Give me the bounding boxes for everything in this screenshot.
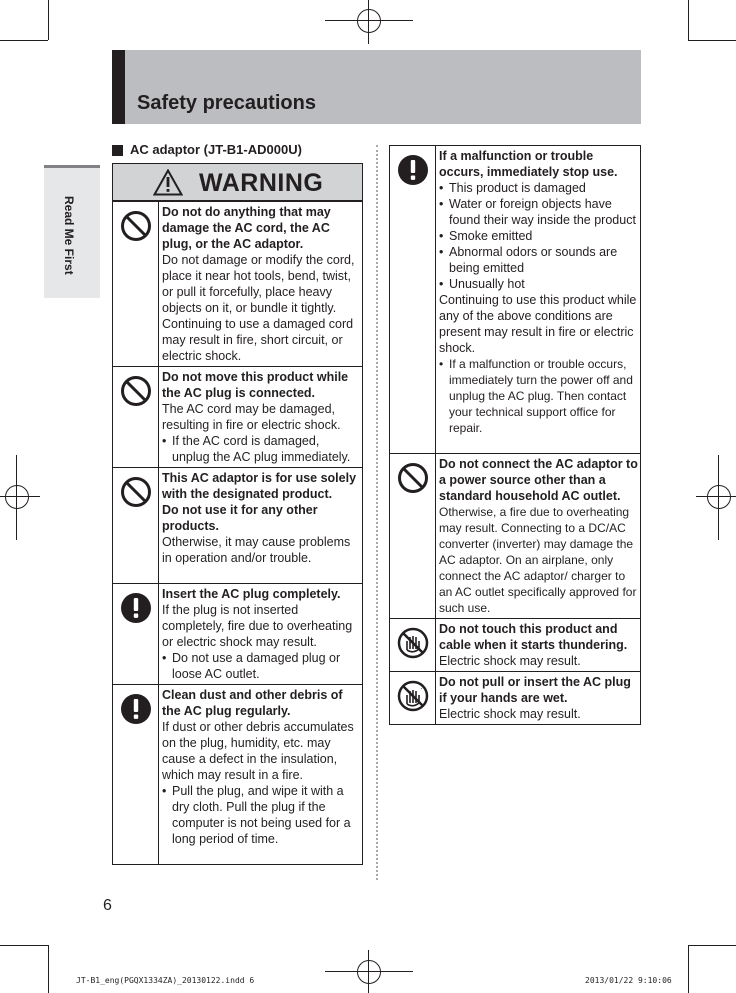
text-cell [436,672,641,725]
crop-mark [688,0,689,40]
warning-label: WARNING [199,169,324,197]
icon-cell [390,146,436,454]
bullet-item: • Pull the plug, and wipe it with a dry cloth. Pull the plug if the computer is not being used for a long period of time. [162,783,360,847]
bullet-text: Pull the plug, and wipe it with a dry cloth. Pull the plug if the computer is not being used for a long period of time. [172,784,351,846]
row-body: Electric shock may result. [439,654,581,668]
table-row [390,146,641,454]
text-cell [159,685,363,865]
registration-mark [357,9,381,33]
text-cell [436,454,641,619]
crop-mark [48,945,49,993]
bullet-item: • If a malfunction or trouble occurs, immediately turn the power off and unplug the AC plug. Then contact your technical support office for repair. [439,356,638,436]
text-cell [159,367,363,468]
crop-mark [0,40,48,41]
left-safety-table [112,201,363,865]
no-wet-hands-icon [397,680,429,712]
bullet-text: If the AC cord is damaged, unplug the AC plug immediately. [172,434,351,464]
mandatory-icon [397,154,429,186]
registration-mark [5,485,29,509]
side-tab-label: Read Me First [62,196,76,275]
row-title: Do not pull or insert the AC plug if your hands are wet. [439,675,631,705]
row-title: Do not connect the AC adaptor to a power source other than a standard household AC outlet. [439,457,638,503]
no-touch-icon [397,627,429,659]
crop-mark [48,0,49,40]
registration-mark [357,960,381,984]
crop-mark [688,945,689,993]
row-title: Do not move this product while the AC plug is connected. [162,370,349,400]
bullet-text: Do not use a damaged plug or loose AC outlet. [172,651,341,681]
icon-cell [390,619,436,672]
bullet-text: Unusually hot [449,277,525,291]
mandatory-icon [120,592,152,624]
prohibition-icon [120,210,152,242]
page-title: Safety precautions [137,92,316,114]
icon-cell [113,367,159,468]
column-divider [376,145,378,880]
table-row [113,202,363,367]
row-title: Clean dust and other debris of the AC plug regularly. [162,688,343,718]
bullet-text: Smoke emitted [449,229,533,243]
mandatory-icon [120,693,152,725]
footer-timestamp: 2013/01/22 9:10:06 [585,976,672,985]
bullet-text: Abnormal odors or sounds are being emitted [449,245,618,275]
row-title: Do not touch this product and cable when it starts thundering. [439,622,628,652]
icon-cell [390,672,436,725]
page-number: 6 [103,897,112,914]
row-body: Otherwise, a fire due to overheating may result. Connecting to a DC/AC converter (inverter) may damage the AC adaptor. On an airplane, only connect the AC adaptor/ charger to an AC outlet specifically approved for such use. [439,505,637,615]
row-body: Continuing to use this product while any of the above conditions are present may result in fire or electric shock. [439,293,637,355]
header-accent-bar [112,50,125,124]
table-row [113,468,363,584]
warning-triangle-icon [153,169,183,196]
table-row [113,584,363,685]
row-body: Otherwise, it may cause problems in operation and/or trouble. [162,535,351,565]
side-tab [44,165,100,298]
bullet-item: • Water or foreign objects have found their way inside the product [439,196,638,228]
crop-mark [688,40,736,41]
bullet-item: • This product is damaged [439,180,638,196]
icon-cell [113,584,159,685]
prohibition-icon [120,375,152,407]
icon-cell [113,202,159,367]
bullet-text: Water or foreign objects have found their way inside the product [449,197,636,227]
row-body: If the plug is not inserted completely, fire due to overheating or electric shock may result. [162,603,353,649]
registration-line [325,20,413,21]
bullet-item: • If the AC cord is damaged, unplug the AC plug immediately. [162,433,360,465]
crop-mark [688,945,736,946]
registration-line [16,455,17,540]
registration-line [0,496,40,497]
icon-cell [390,454,436,619]
bullet-item: • Smoke emitted [439,228,638,244]
registration-line [325,971,413,972]
section-marker [112,145,123,156]
row-title: If a malfunction or trouble occurs, immediately stop use. [439,149,618,179]
row-title: Do not do anything that may damage the AC cord, the AC plug, or the AC adaptor. [162,205,331,251]
bullet-item: • Do not use a damaged plug or loose AC outlet. [162,650,360,682]
registration-mark [707,485,731,509]
text-cell [159,584,363,685]
icon-cell [113,685,159,865]
text-cell [159,468,363,584]
table-row [113,367,363,468]
prohibition-icon [120,476,152,508]
text-cell [436,619,641,672]
row-body: Electric shock may result. [439,707,581,721]
text-cell [159,202,363,367]
bullet-item: • Abnormal odors or sounds are being emitted [439,244,638,276]
row-body: If dust or other debris accumulates on the plug, humidity, etc. may cause a defect in the insulation, which may result in a fire. [162,720,354,782]
text-cell [436,146,641,454]
icon-cell [113,468,159,584]
right-safety-table [389,145,641,725]
bullet-text: This product is damaged [449,181,586,195]
row-title: Insert the AC plug completely. [162,587,341,601]
table-row [390,619,641,672]
row-body: Do not damage or modify the cord, place it near hot tools, bend, twist, or pull it forcefully, place heavy objects on it, or bundle it tightly. Continuing to use a damaged cord may result in fire, short circuit, or electric shock. [162,253,355,363]
registration-line [696,496,736,497]
table-row [390,454,641,619]
row-title: This AC adaptor is for use solely with the designated product. [162,471,357,501]
footer-file-name: JT-B1_eng(PGQX1334ZA)_20130122.indd 6 [76,976,255,985]
row-title-secondary: Do not use it for any other products. [162,503,318,533]
table-row [113,685,363,865]
table-row [390,672,641,725]
bullet-text: If a malfunction or trouble occurs, immediately turn the power off and unplug the AC plug. Then contact your technical support office for repair. [449,357,633,435]
prohibition-icon [397,462,429,494]
row-body: The AC cord may be damaged, resulting in fire or electric shock. [162,402,341,432]
registration-line [718,455,719,540]
bullet-item: • Unusually hot [439,276,638,292]
crop-mark [0,945,48,946]
registration-line [368,0,369,44]
section-heading: AC adaptor (JT-B1-AD000U) [130,142,302,157]
warning-banner [112,163,363,201]
